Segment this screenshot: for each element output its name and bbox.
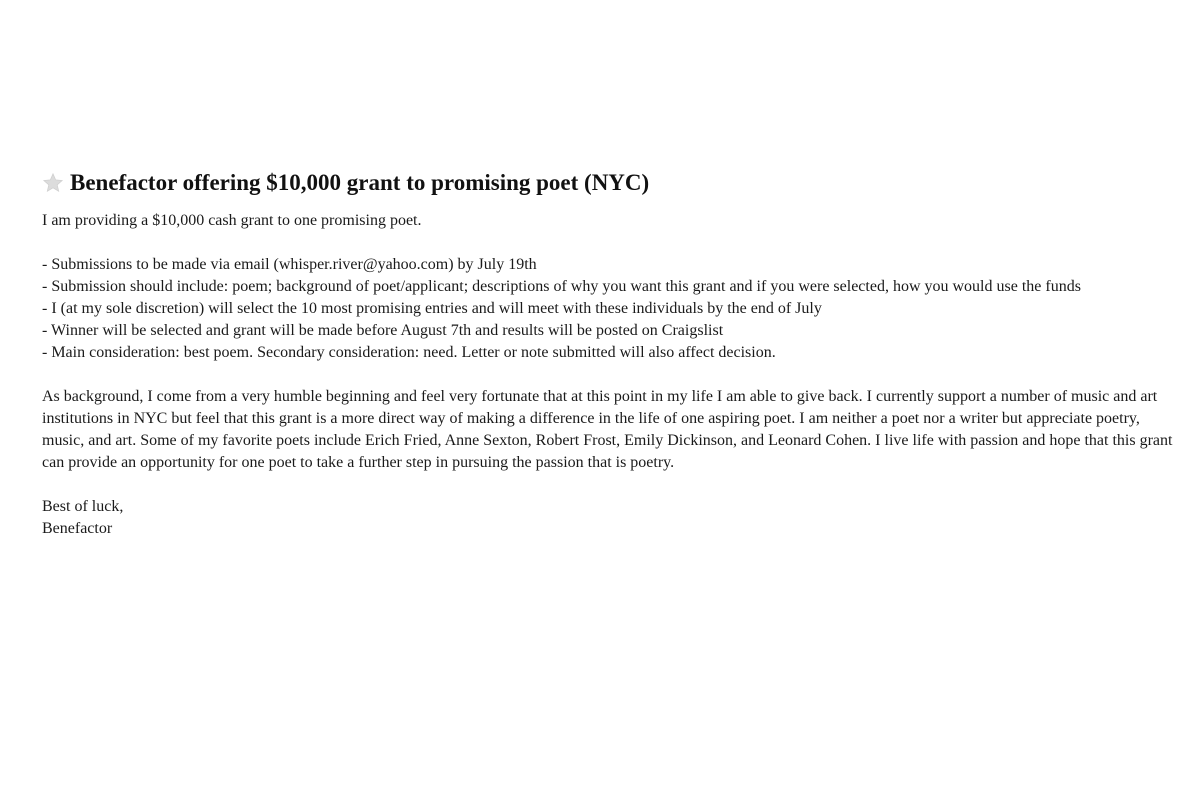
posting-title-row — [42, 170, 1182, 196]
rule-item: - Submission should include: poem; background of poet/applicant; descriptions of why you want this grant and if you were selected, how you would use the funds — [42, 278, 1081, 295]
signoff — [42, 496, 1182, 540]
rule-item: - I (at my sole discretion) will select the 10 most promising entries and will meet with these individuals by the end of July — [42, 300, 822, 317]
rule-item: - Submissions to be made via email (whisper.river@yahoo.com) by July 19th — [42, 256, 537, 273]
signature: Benefactor — [42, 520, 113, 537]
rules-list — [42, 254, 1182, 364]
intro-paragraph: I am providing a $10,000 cash grant to one promising poet. — [42, 212, 422, 229]
rule-item: - Winner will be selected and grant will be made before August 7th and results will be posted on Craigslist — [42, 322, 724, 339]
star-icon[interactable] — [42, 172, 64, 194]
background-paragraph: As background, I come from a very humble beginning and feel very fortunate that at this point in my life I am able to give back. I currently support a number of music and art institutions in NYC but feel that this grant is a more direct way of making a difference in the life of one aspiring poet. I am neither a poet nor a writer but appreciate poetry, music, and art. Some of my favorite poets include Erich Fried, Anne Sexton, Robert Frost, Emily Dickinson, and Leonard Cohen. I live life with passion and hope that this grant can provide an opportunity for one poet to take a further step in pursuing the passion that is poetry. — [42, 388, 1173, 471]
posting-title: Benefactor offering $10,000 grant to promising poet (NYC) — [70, 170, 650, 195]
posting — [42, 170, 1182, 540]
rule-item: - Main consideration: best poem. Secondary consideration: need. Letter or note submitted will also affect decision. — [42, 344, 776, 361]
posting-body — [42, 210, 1182, 540]
closing-line: Best of luck, — [42, 498, 124, 515]
